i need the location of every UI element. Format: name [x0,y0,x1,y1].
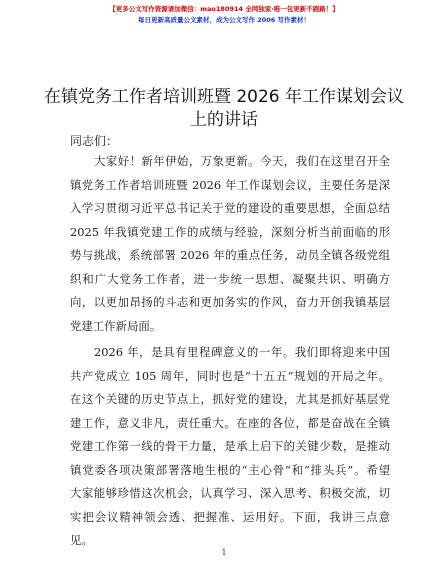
document-title [40,86,408,132]
paragraph-line: 入学习贯彻习近平总书记关于党的建设的重要思想，全面总结 [70,201,390,215]
paragraph-line: 势与挑战，系统部署 2026 年的重点任务，动员全镇各级党组 [70,248,390,262]
paragraph-line: 大家好！新年伊始，万象更新。今天，我们在这里召开全 [94,154,390,168]
paragraph-line: 织和广大党务工作者，进一步统一思想、凝聚共识、明确方 [70,271,390,286]
paragraph-line: 见。 [70,533,93,547]
paragraph-line: 党建工作第一线的骨干力量，是承上启下的关键少数，是推动 [70,439,390,453]
title-line-2: 上的讲话 [190,110,258,130]
paragraph-line: 2026 年，是具有里程碑意义的一年。我们即将迎来中国 [94,345,390,359]
paragraph-line: 镇党委各项决策部署落地生根的“主心骨”和“排头兵”。希望 [70,462,390,477]
paragraph-line: 党建工作新局面。 [70,318,162,333]
banner-line-1: 【更多公文写作资源请加微信：mao180914 全网独家·唯一包更新不跑路！】 [109,5,339,13]
paragraph-line: 大家能够珍惜这次机会，认真学习、深入思考、积极交流，切 [70,486,390,500]
title-line-1: 在镇党务工作者培训班暨 2026 年工作谋划会议 [43,87,405,107]
paragraph-line: 在这个关键的历史节点上，抓好党的建设，尤其是抓好基层党 [70,392,390,406]
paragraph-2 [70,341,390,553]
paragraph-line: 建工作，意义非凡，责任重大。在座的各位，都是奋战在全镇 [70,415,390,430]
paragraph-line: 向，以更加昂扬的斗志和更加务实的作风，奋力开创我镇基层 [70,295,390,309]
paragraph-line: 共产党成立 105 周年，同时也是“十五五”规划的开局之年。 [70,368,390,383]
promo-banner [0,4,448,26]
paragraph-1 [70,150,390,338]
paragraph-line: 镇党务工作者培训班暨 2026 年工作谋划会议，主要任务是深 [70,177,390,192]
banner-line-2: 每日更新高质量公文素材，成为公文写作 2006 写作素材！ [137,16,311,24]
paragraph-line: 实把会议精神领会透、把握准、运用好。下面，我讲三点意 [70,509,390,524]
paragraph-line: 2025 年我镇党建工作的成绩与经验，深刻分析当前面临的形 [70,224,390,239]
page-number: 1 [221,548,227,557]
salutation: 同志们： [70,134,119,148]
